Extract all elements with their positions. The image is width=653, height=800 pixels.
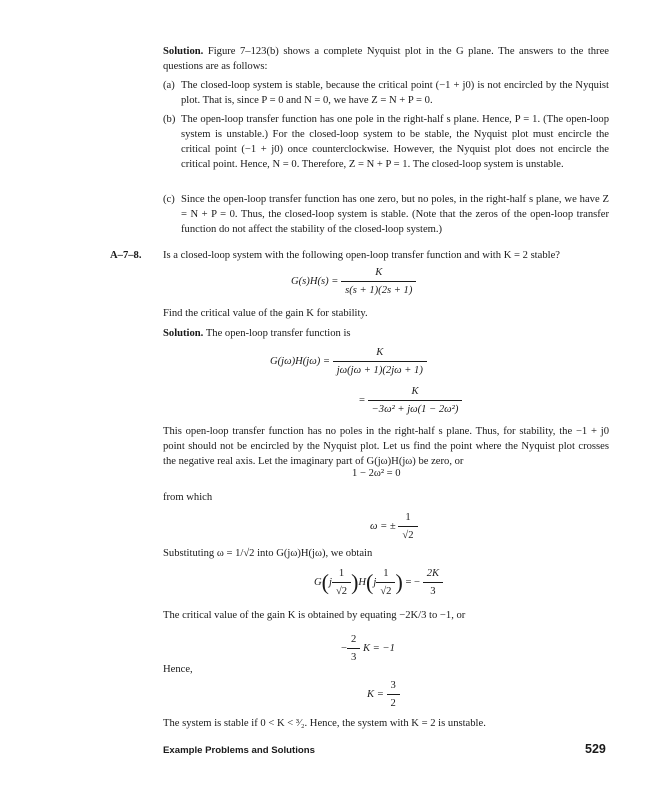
eq2-fraction-2 xyxy=(368,384,463,417)
eq6-denominator: 3 xyxy=(350,652,357,664)
eq5-fraction-2 xyxy=(376,566,395,599)
equation-substituted xyxy=(314,566,443,599)
eq5-rhs-fraction xyxy=(423,566,443,599)
eq7-lhs: K = xyxy=(367,688,384,700)
eq7-numerator: 3 xyxy=(387,678,400,695)
eq2-equals: = xyxy=(359,394,365,406)
answer-label-a: (a) xyxy=(163,80,175,91)
eq7-fraction xyxy=(387,678,400,711)
eq2-fraction-1 xyxy=(333,345,427,378)
eq5-j-2: j xyxy=(373,576,377,588)
answer-label-b: (b) xyxy=(163,114,176,125)
eq1-denominator: s(s + 1)(2s + 1) xyxy=(345,285,413,297)
eq6-fraction xyxy=(347,632,360,665)
equation-open-loop-tf xyxy=(291,265,416,298)
eq2-denominator-2: −3ω² + jω(1 − 2ω²) xyxy=(371,404,459,416)
answer-item-c xyxy=(163,192,609,237)
eq5-numerator-2: 1 xyxy=(376,566,395,583)
problem-question: Is a closed-loop system with the following open-loop transfer function and with K = 2 stable? xyxy=(163,250,560,261)
solution2-paragraph xyxy=(163,326,609,341)
eq4-denominator xyxy=(398,527,417,543)
eq4-fraction xyxy=(398,510,417,543)
eq4-numerator: 1 xyxy=(398,510,417,527)
eq5-radicand-2: 2 xyxy=(386,586,392,598)
eq5-fraction-1 xyxy=(332,566,351,599)
eq5-open-paren-2: ( xyxy=(366,569,374,595)
eq5-g: G xyxy=(314,576,322,588)
from-which-text: from which xyxy=(163,492,213,503)
eq5-rhs-numerator: 2K xyxy=(423,566,443,583)
equation-critical xyxy=(341,632,395,665)
eq5-close-paren-1: ) xyxy=(351,569,359,595)
eq5-rhs-sign: = − xyxy=(405,576,421,588)
eq6-rhs: K = −1 xyxy=(362,642,395,654)
eq6-numerator: 2 xyxy=(347,632,360,649)
eq7-denominator: 2 xyxy=(390,698,396,710)
solution2-label: Solution. xyxy=(163,328,204,339)
answer-item-b xyxy=(163,112,609,172)
eq2-denominator-1: jω(jω + 1)(2jω + 1) xyxy=(336,365,423,377)
eq5-j-1: j xyxy=(328,576,332,588)
solution-paragraph xyxy=(163,44,609,74)
find-critical-gain-text: Find the critical value of the gain K for stability. xyxy=(163,308,368,319)
equation-k-result xyxy=(367,678,400,711)
equation-imaginary-zero: 1 − 2ω² = 0 xyxy=(352,468,401,479)
equation-frequency-response-expanded xyxy=(359,384,462,417)
eq5-rhs-denominator: 3 xyxy=(430,586,436,598)
eq1-numerator: K xyxy=(341,265,416,282)
eq2-numerator-1: K xyxy=(333,345,427,362)
answer-label-c: (c) xyxy=(163,194,175,205)
eq5-denominator-2: √2 xyxy=(376,583,395,599)
sqrt-symbol: √ xyxy=(402,530,409,542)
solution-label: Solution. xyxy=(163,46,204,57)
eq6-minus: − xyxy=(341,642,347,654)
eq1-lhs: G(s)H(s) = xyxy=(291,275,339,287)
answer-item-a xyxy=(163,78,609,108)
eq1-fraction xyxy=(341,265,416,298)
eq2-lhs: G(jω)H(jω) = xyxy=(270,355,331,367)
hence-text: Hence, xyxy=(163,664,193,675)
analysis-paragraph: This open-loop transfer function has no poles in the right-half s plane. Thus, for stability, the −1 + j0 point should not be encircled by the Nyquist plot. Let us find the point where the Nyquist plot crosses the negative real axis. Let the imaginary part of G(jω)H(jω) be zero, or xyxy=(163,426,609,468)
solution2-text: The open-loop transfer function is xyxy=(205,328,351,339)
eq5-h: H xyxy=(358,576,367,588)
eq5-open-paren-1: ( xyxy=(321,569,329,595)
answer-text-a: The closed-loop system is stable, because the critical point (−1 + j0) is not encircled by the Nyquist plot. That is, since P = 0 and N = 0, we have Z = N + P = 0. xyxy=(181,80,609,107)
eq5-numerator-1: 1 xyxy=(332,566,351,583)
answer-text-c: Since the open-loop transfer function has one zero, but no poles, in the right-half s plane, we have Z = N + P = 0. Thus, the closed-loop system is stable. (Note that the zeros of the open-loop transfer function do not affect the stability of the closed-loop system.) xyxy=(181,194,609,236)
eq5-radicand-1: 2 xyxy=(341,586,348,598)
eq5-denominator-1: √2 xyxy=(332,583,351,599)
substitution-text: Substituting ω = 1/√2 into G(jω)H(jω), we obtain xyxy=(163,548,373,559)
eq5-close-paren-2: ) xyxy=(395,569,403,595)
eq2-numerator-2: K xyxy=(368,384,463,401)
critical-gain-text: The critical value of the gain K is obtained by equating −2K/3 to −1, or xyxy=(163,610,466,621)
footer-section-title: Example Problems and Solutions xyxy=(163,745,315,756)
equation-omega xyxy=(370,510,418,543)
page-number: 529 xyxy=(585,742,606,756)
eq4-radicand: 2 xyxy=(408,530,414,542)
equation-frequency-response xyxy=(270,345,427,378)
answer-text-b: The open-loop transfer function has one pole in the right-half s plane. Hence, P = 1. (The open-loop system is unstable.) For the closed-loop system to be stable, the Nyquist plot must encircle the critical point (−1 + j0) once counterclockwise. However, the Nyquist plot does not encircle the critical point. Hence, N = 0. Therefore, Z = N + P = 1. The closed-loop system is unstable. xyxy=(181,114,609,171)
solution-text: Figure 7–123(b) shows a complete Nyquist plot in the G plane. The answers to the three questions are as follows: xyxy=(163,46,609,73)
eq4-lhs: ω = ± xyxy=(370,520,396,532)
conclusion-text: The system is stable if 0 < K < ³⁄₂. Hence, the system with K = 2 is unstable. xyxy=(163,718,486,729)
problem-number: A–7–8. xyxy=(110,250,142,261)
